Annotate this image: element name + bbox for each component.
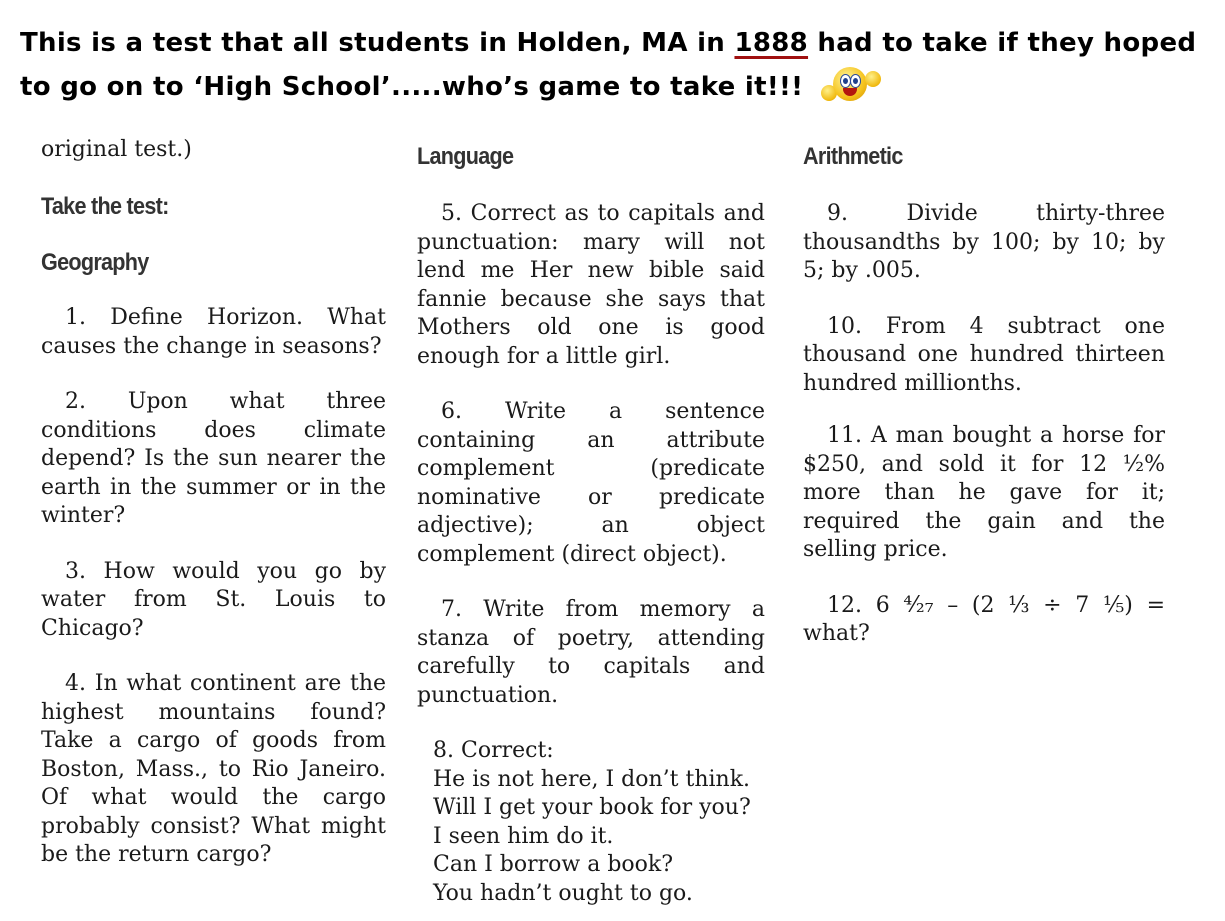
section-heading-arithmetic: Arithmetic	[803, 143, 903, 170]
question-1: 1. Define Horizon. What causes the change in seasons?	[41, 305, 386, 359]
sentence-4: Can I borrow a book?	[433, 852, 674, 877]
caption-year: 1888	[734, 28, 809, 58]
image-caption	[20, 22, 1210, 109]
question-9: 9. Divide thirty-three thousandths by 100; by 10; by 5; by .005.	[803, 201, 1165, 283]
caption-text-after: had to take if they hoped to go on to ‘High School’.....who’s game to take it!!!	[20, 28, 1197, 102]
sentence-5: You hadn’t ought to go.	[433, 880, 693, 906]
take-test-heading: Take the test:	[41, 193, 169, 220]
question-8: 8. Correct: He is not here, I don’t think. Will I get your book for you? I seen him do it. Can I borrow a book? You hadn’t ought to go.	[417, 737, 765, 908]
column-arithmetic	[803, 136, 1165, 649]
sentence-3: I seen him do it.	[433, 823, 614, 849]
column-language	[417, 136, 765, 908]
question-8-sentences	[433, 766, 765, 909]
question-7: 7. Write from memory a stanza of poetry, attending carefully to capitals and punctuation.	[417, 597, 765, 708]
question-11: 11. A man bought a horse for $250, and sold it for 12 ½% more than he gave for it; required the gain and the selling price.	[803, 423, 1165, 562]
question-5: 5. Correct as to capitals and punctuation: mary will not lend me Her new bible said fannie because she says that Mothers old one is good enough for a little girl.	[417, 201, 766, 369]
sentence-1: He is not here, I don’t think.	[433, 766, 751, 792]
question-3: 3. How would you go by water from St. Louis to Chicago?	[41, 558, 387, 641]
question-2: 2. Upon what three conditions does climate depend? Is the sun nearer the earth in the summer or in the winter?	[41, 389, 386, 528]
thumbs-up-smiley-icon	[819, 65, 883, 105]
section-heading-geography: Geography	[41, 249, 149, 276]
section-heading-language: Language	[417, 143, 514, 170]
caption-text-before: This is a test that all students in Holden, MA in	[20, 28, 735, 58]
sentence-2: Will I get your book for you?	[433, 795, 751, 820]
thumb-right-icon	[865, 71, 881, 87]
question-6: 6. Write a sentence containing an attribute complement (predicate nominative or predicate adjective); an object complement (direct object).	[417, 399, 765, 567]
intro-fragment: original test.)	[41, 137, 192, 162]
question-12: 12. 6 ⁴⁄₂₇ – (2 ⅓ ÷ 7 ⅕) = what?	[803, 592, 1166, 646]
question-4: 4. In what continent are the highest mountains found? Take a cargo of goods from Boston, Mass., to Rio Janeiro. Of what would the cargo probably consist? What might be the return cargo?	[41, 671, 387, 867]
smiley-face-icon	[833, 67, 867, 101]
question-10: 10. From 4 subtract one thousand one hundred thirteen hundred millionths.	[803, 313, 1165, 396]
column-geography	[41, 136, 386, 870]
